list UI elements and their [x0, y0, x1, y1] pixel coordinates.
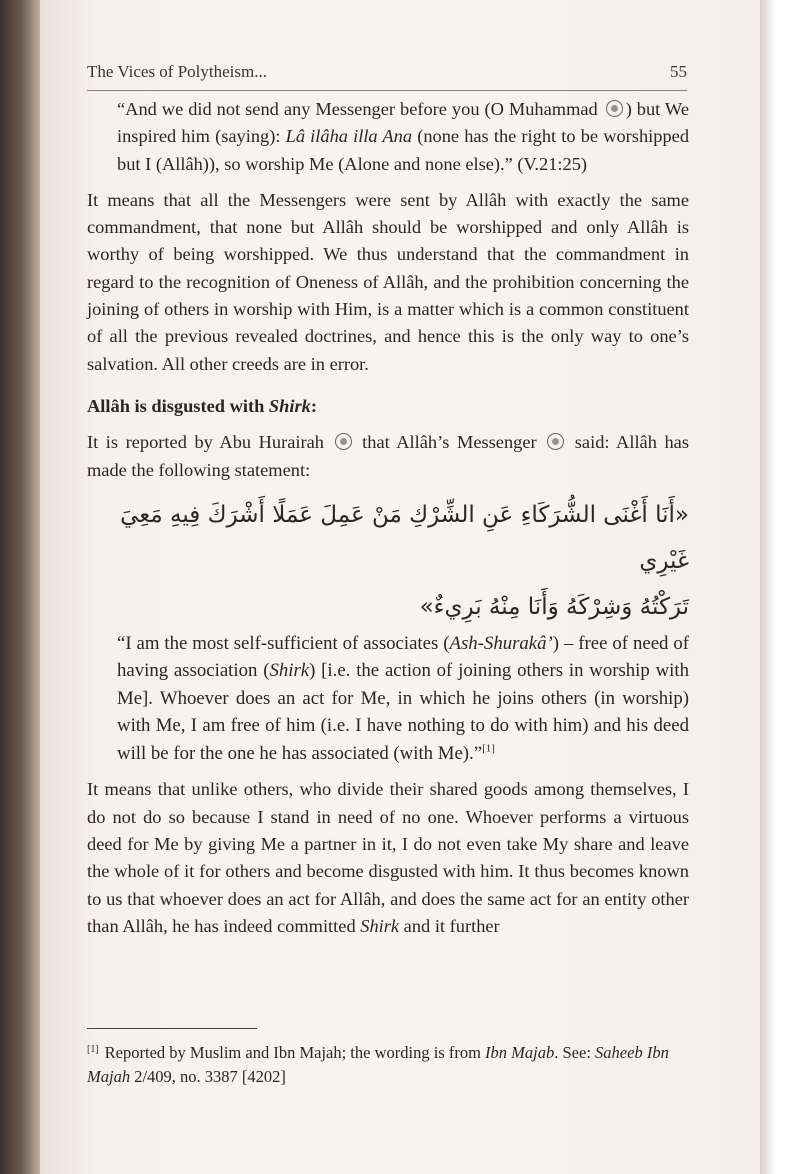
section-heading [87, 393, 689, 420]
arabic-hadith-text [117, 492, 689, 630]
footnote-text: . See: [554, 1043, 596, 1062]
hadith-translation [117, 630, 689, 768]
footnote-italic: Saheeb Ibn Majah [87, 1043, 669, 1086]
hadith-text: “I am the most self-sufficient of associates ( [117, 632, 450, 654]
paragraph-1: It means that all the Messengers were sent by Allâh with exactly the same commandment, that none but Allâh should be worshipped and only Allâh is worthy of being worshipped. We thus understand that the commandment in regard to the recognition of Oneness of Allâh, and the prohibition concerning the joining of others in worship with Him, is a matter which is a common constituent of all the previous revealed doctrines, and hence this is the only way to one’s salvation. All other creeds are in error. [87, 189, 689, 374]
salutation-symbol-icon [606, 100, 623, 117]
page-number: 55 [670, 62, 687, 81]
hadith-italic: Ash-Shurakâ’ [449, 632, 553, 654]
heading-colon: : [310, 395, 317, 416]
salutation-symbol-icon [547, 433, 564, 450]
paragraph-3 [87, 776, 689, 940]
arabic-line-2: تَرَكْتُهُ وَشِرْكَهُ وَأَنَا مِنْهُ بَرِيءٌ» [419, 593, 689, 620]
quran-quote [117, 96, 689, 178]
footnote [87, 1038, 689, 1089]
heading-text: Allâh is disgusted with [87, 395, 269, 416]
radiyallahu-symbol-icon [335, 433, 352, 450]
para-italic: Shirk [360, 915, 400, 936]
para-text: that Allâh’s Messenger [354, 432, 545, 453]
quote-transliteration: Lâ ilâha illa Ana [285, 126, 413, 147]
book-page [40, 0, 762, 1174]
para-text: It means that unlike others, who divide their shared goods among themselves, I do not do so because I stand in need of no one. Whoever performs a virtuous deed for Me by giving Me a partner in it, I do not even take My share and leave the whole of it for others and become disgusted with him. It thus becomes known to us that whoever does an act for Allâh, and does the same act for an entity other than Allâh, he has indeed committed [87, 779, 689, 936]
quote-text: “And we did not send any Messenger before you (O Muhammad [117, 99, 603, 119]
running-title: The Vices of Polytheism... [87, 62, 267, 81]
header-rule [87, 90, 687, 91]
heading-italic: Shirk [268, 395, 311, 416]
footnote-text: Reported by Muslim and Ibn Majah; the wording is from [104, 1043, 486, 1062]
quote-text: ) but We inspired him (saying): [117, 99, 689, 147]
hadith-text: ) [i.e. the action of joining others in worship with Me]. Whoever does an act for Me, in which he joins others (in worship) with Me, I am free of him (i.e. I have nothing to do with him) and his deed will be for the one he has associated (with Me).” [117, 660, 689, 764]
paragraph-2 [87, 429, 689, 484]
hadith-text: ) – free of need of having association ( [117, 632, 690, 682]
page-body [87, 96, 689, 940]
arabic-line-1: «أَنَا أَغْنَى الشُّرَكَاءِ عَنِ الشِّرْكِ مَنْ عَمِلَ عَمَلًا أَشْرَكَ فِيهِ مَعِيَ غَيْرِي [120, 501, 689, 574]
footnote-italic: Ibn Majab [485, 1043, 555, 1062]
para-text: said: Allâh has made the following statement: [87, 432, 689, 480]
footnote-mark: [1] [87, 1044, 99, 1055]
para-text: It is reported by Abu Hurairah [87, 432, 332, 453]
quote-text: (none has the right to be worshipped but I (Allâh)), so worship Me (Alone and none else).” (V.21:25) [117, 126, 690, 174]
footnote-rule [87, 1028, 257, 1029]
footnote-text: 2/409, no. 3387 [4202] [130, 1067, 286, 1086]
para-text: and it further [399, 915, 500, 936]
page-edge [760, 0, 800, 1174]
hadith-italic: Shirk [269, 660, 310, 682]
footnote-reference[interactable]: [1] [482, 742, 495, 755]
